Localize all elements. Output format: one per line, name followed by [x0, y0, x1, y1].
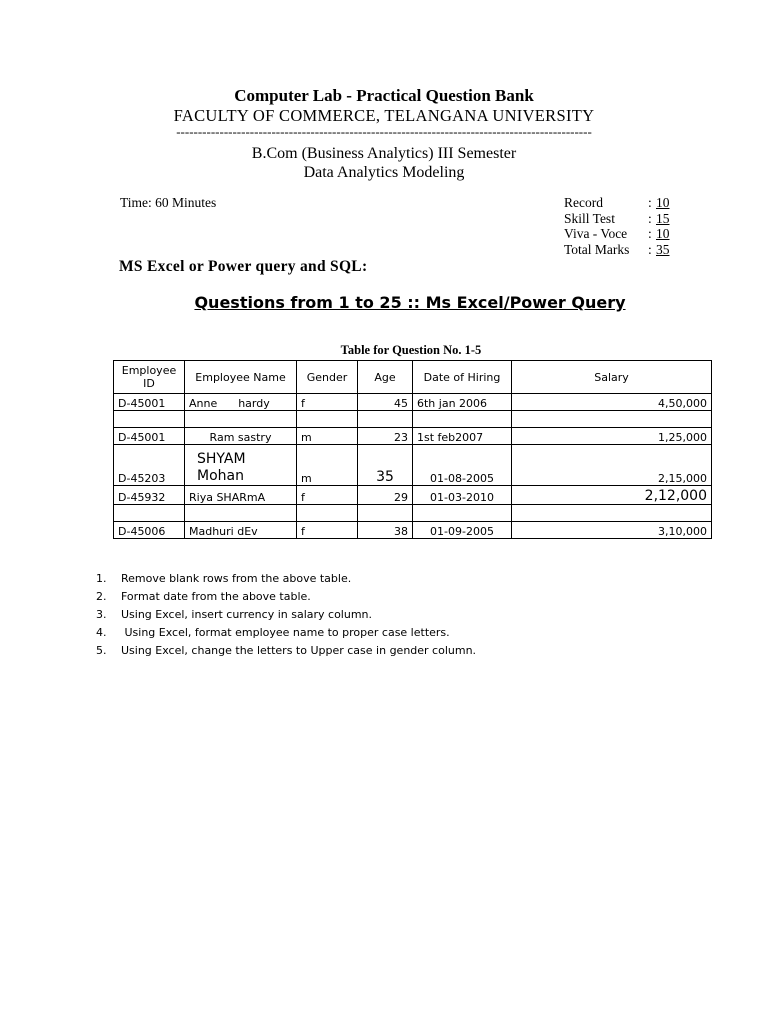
questions-heading: Questions from 1 to 25 :: Ms Excel/Power Query	[194, 293, 626, 312]
cell	[297, 411, 358, 428]
cell: 1st feb2007	[413, 428, 512, 445]
cell	[297, 505, 358, 522]
cell	[512, 505, 712, 522]
header-age: Age	[358, 361, 413, 394]
cell	[358, 411, 413, 428]
cell	[185, 505, 297, 522]
cell: 01-08-2005	[413, 445, 512, 486]
header-date-of-hiring: Date of Hiring	[413, 361, 512, 394]
table-row	[114, 486, 712, 505]
page-title: Computer Lab - Practical Question Bank	[234, 86, 534, 105]
list-item: 4. Using Excel, format employee name to proper case letters.	[96, 626, 450, 639]
cell	[512, 411, 712, 428]
cell: D-45001	[114, 428, 185, 445]
course-title: B.Com (Business Analytics) III Semester	[251, 145, 517, 162]
cell: 35	[358, 445, 413, 486]
cell: f	[297, 486, 358, 505]
cell: D-45001	[114, 394, 185, 411]
cell: D-45203	[114, 445, 185, 486]
marks-row-total: Total Marks : 35	[564, 241, 670, 257]
cell: 4,50,000	[512, 394, 712, 411]
cell: f	[297, 394, 358, 411]
table-row	[114, 445, 712, 486]
cell: 01-09-2005	[413, 522, 512, 539]
cell: 23	[358, 428, 413, 445]
table-header-row	[114, 361, 712, 394]
marks-row-viva-voce: Viva - Voce : 10	[564, 226, 670, 241]
header-gender: Gender	[297, 361, 358, 394]
cell	[185, 411, 297, 428]
table-row	[114, 428, 712, 445]
table-row	[114, 522, 712, 539]
cell: 2,12,000	[512, 486, 712, 505]
cell: Madhuri dEv	[185, 522, 297, 539]
list-item: 5. Using Excel, change the letters to Upper case in gender column.	[96, 644, 477, 657]
cell: 38	[358, 522, 413, 539]
table-row-blank	[114, 505, 712, 522]
question-list	[96, 570, 476, 660]
cell	[413, 505, 512, 522]
cell: 29	[358, 486, 413, 505]
marks-row-skill-test: Skill Test : 15	[564, 210, 670, 226]
employee-table	[113, 360, 712, 539]
section-heading: MS Excel or Power query and SQL:	[119, 258, 368, 275]
cell	[358, 505, 413, 522]
cell: D-45006	[114, 522, 185, 539]
table-row-blank	[114, 411, 712, 428]
cell: m	[297, 445, 358, 486]
cell: f	[297, 522, 358, 539]
list-item: 3. Using Excel, insert currency in salary column.	[96, 608, 373, 621]
cell: 2,15,000	[512, 445, 712, 486]
cell: 1,25,000	[512, 428, 712, 445]
header-employee-name: Employee Name	[185, 361, 297, 394]
cell: D-45932	[114, 486, 185, 505]
cell: m	[297, 428, 358, 445]
cell: Riya SHARmA	[185, 486, 297, 505]
faculty-title: FACULTY OF COMMERCE, TELANGANA UNIVERSITY	[173, 106, 595, 125]
cell: 3,10,000	[512, 522, 712, 539]
list-item: 2. Format date from the above table.	[96, 590, 311, 603]
header-employee-id: Employee ID	[114, 361, 185, 394]
cell	[413, 411, 512, 428]
marks-row-record: Record : 10	[564, 195, 670, 210]
marks-breakdown	[564, 195, 670, 257]
cell: Anne hardy	[185, 394, 297, 411]
cell: 45	[358, 394, 413, 411]
cell	[114, 411, 185, 428]
cell	[114, 505, 185, 522]
separator-line: ------------------------------------------------------------------------------------------------	[176, 124, 592, 139]
time-label: Time: 60 Minutes	[120, 195, 217, 210]
cell: 6th jan 2006	[413, 394, 512, 411]
table-row	[114, 394, 712, 411]
cell: Ram sastry	[185, 428, 297, 445]
cell: 01-03-2010	[413, 486, 512, 505]
table-caption: Table for Question No. 1-5	[340, 343, 482, 357]
header-salary: Salary	[512, 361, 712, 394]
list-item: 1. Remove blank rows from the above table.	[96, 572, 352, 585]
subject-title: Data Analytics Modeling	[303, 164, 465, 181]
cell: SHYAM Mohan	[185, 445, 297, 486]
